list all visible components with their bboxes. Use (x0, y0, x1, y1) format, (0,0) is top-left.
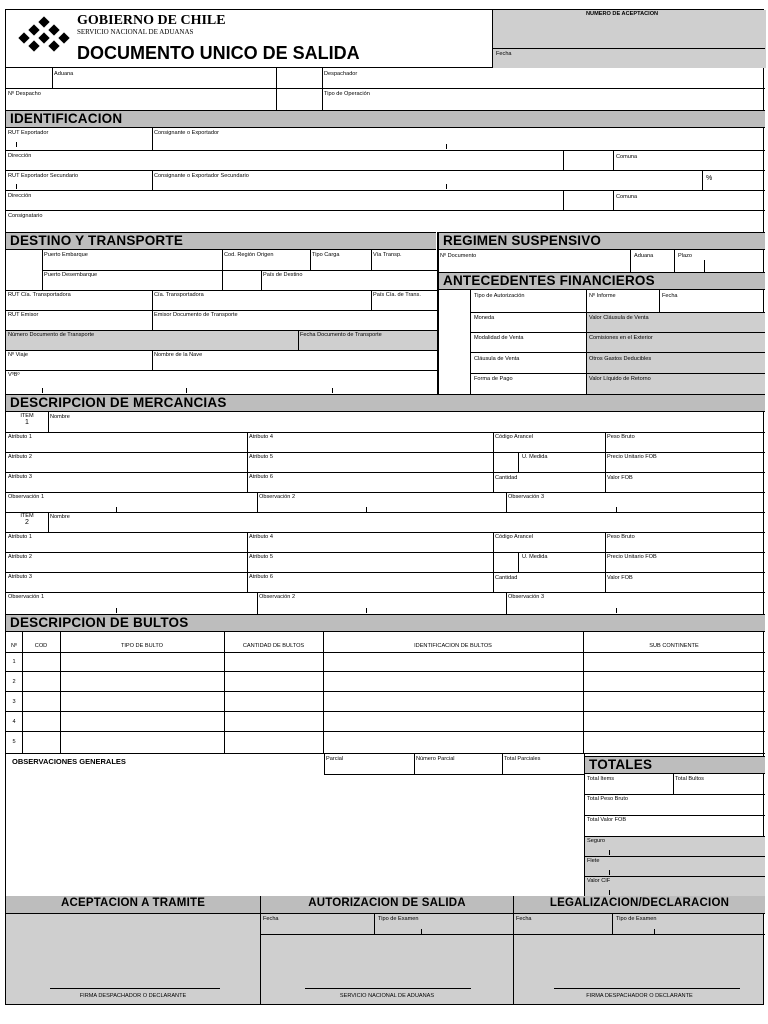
valor-cif-label: Valor CIF (587, 878, 611, 884)
mercancias-header: DESCRIPCION DE MERCANCIAS (6, 394, 765, 412)
financieros-header: ANTECEDENTES FINANCIEROS (439, 272, 765, 290)
header-section (6, 10, 765, 68)
seguro-label: Seguro (587, 838, 606, 844)
col-sub-continente: SUB CONTINENTE (649, 643, 699, 649)
destino-fields[interactable] (6, 250, 437, 394)
peso-bruto-label: Peso Bruto (607, 434, 635, 440)
col-cod: COD (34, 643, 48, 649)
regimen-fields[interactable] (438, 250, 765, 272)
puerto-desembarque-label: Puerto Desembarque (44, 272, 98, 278)
bulto-row-number: 5 (12, 739, 16, 745)
item-number: 1 (25, 419, 29, 426)
total-peso-label: Total Peso Bruto (587, 796, 629, 802)
regimen-plazo-label: Plazo (678, 253, 692, 259)
rut-exportador-label: RUT Exportador (8, 130, 49, 136)
numero-aceptacion-box[interactable] (492, 10, 766, 68)
atributo4-label: Atributo 4 (249, 534, 273, 540)
n-informe-label: Nº Informe (589, 293, 616, 299)
numero-aceptacion-label: NUMERO DE ACEPTACION (586, 11, 659, 17)
fecha-label: Fecha (496, 51, 512, 57)
parcial-label: Parcial (326, 756, 344, 762)
logo-line2: SERVICIO NACIONAL DE ADUANAS (77, 28, 194, 36)
consignante-label: Consignante o Exportador (154, 130, 219, 136)
observaciones-title: OBSERVACIONES GENERALES (12, 757, 126, 766)
col-cantidad: CANTIDAD DE BULTOS (242, 643, 305, 649)
atributo3-label: Atributo 3 (8, 574, 32, 580)
rut-secundario-label: RUT Exportador Secundario (8, 173, 79, 179)
numero-parcial-label: Número Parcial (416, 756, 455, 762)
firma-despachador-label: FIRMA DESPACHADOR O DECLARANTE (79, 993, 187, 999)
document-title: DOCUMENTO UNICO DE SALIDA (77, 43, 360, 63)
cod-region-label: Cod. Región Origen (224, 252, 274, 258)
bulto-row-number: 3 (12, 699, 16, 705)
identificacion-header: IDENTIFICACION (6, 110, 765, 128)
tipo-autorizacion-label: Tipo de Autorización (474, 293, 525, 299)
observaciones-box[interactable] (6, 754, 584, 896)
peso-bruto-label: Peso Bruto (607, 534, 635, 540)
valor-clausula-label: Valor Cláusula de Venta (589, 315, 649, 321)
legalizacion-fecha-label: Fecha (516, 916, 532, 922)
nombre-label: Nombre (50, 514, 70, 520)
total-parciales-label: Total Parciales (504, 756, 541, 762)
numero-doc-label: Número Documento de Transporte (8, 332, 95, 338)
emisor-doc-label: Emisor Documento de Transporte (154, 312, 238, 318)
aceptacion-header: ACEPTACION A TRAMITE (6, 896, 260, 914)
gobierno-logo (16, 16, 74, 54)
autorizacion-fecha-label: Fecha (263, 916, 279, 922)
precio-unitario-label: Precio Unitario FOB (607, 554, 657, 560)
percent-label: % (706, 175, 713, 182)
regimen-aduana-label: Aduana (634, 253, 654, 259)
flete-label: Flete (587, 858, 600, 864)
atributo3-label: Atributo 3 (8, 474, 32, 480)
valor-liquido-label: Valor Líquido de Retorno (589, 376, 651, 382)
autorizacion-tipo-examen-label: Tipo de Examen (378, 916, 419, 922)
tipo-carga-label: Tipo Carga (312, 252, 340, 258)
moneda-label: Moneda (474, 315, 495, 321)
forma-pago-label: Forma de Pago (474, 376, 513, 382)
via-transp-label: Vía Transp. (373, 252, 402, 258)
puerto-embarque-label: Puerto Embarque (44, 252, 88, 258)
rut-emisor-label: RUT Emisor (8, 312, 39, 318)
fecha-doc-label: Fecha Documento de Transporte (300, 332, 382, 338)
destino-header: DESTINO Y TRANSPORTE (6, 232, 436, 250)
aduana-label: Aduana (54, 71, 74, 77)
bulto-row[interactable] (6, 712, 765, 732)
regimen-header: REGIMEN SUSPENSIVO (439, 232, 765, 250)
legalizacion-tipo-examen-label: Tipo de Examen (616, 916, 657, 922)
col-n: Nº (10, 643, 18, 649)
atributo5-label: Atributo 5 (249, 554, 273, 560)
regimen-n-documento-label: Nº Documento (440, 253, 477, 259)
total-fob-label: Total Valor FOB (587, 817, 627, 823)
col-identificacion: IDENTIFICACION DE BULTOS (414, 643, 492, 649)
comuna-label: Comuna (616, 154, 638, 160)
modalidad-label: Modalidad de Venta (474, 335, 524, 341)
consignatario-label: Consignatario (8, 213, 43, 219)
observacion3-label: Observación 3 (508, 494, 545, 500)
observacion2-label: Observación 2 (259, 594, 296, 600)
firma-declarante-label: FIRMA DESPACHADOR O DECLARANTE (586, 993, 693, 999)
atributo6-label: Atributo 6 (249, 474, 273, 480)
bultos-table (6, 632, 765, 753)
bulto-row-number: 4 (12, 719, 16, 725)
clausula-label: Cláusula de Venta (474, 356, 520, 362)
autorizacion-box[interactable] (261, 914, 513, 1004)
col-tipo-bulto: TIPO DE BULTO (120, 643, 164, 649)
bultos-header: DESCRIPCION DE BULTOS (6, 614, 765, 632)
bulto-row[interactable] (6, 672, 765, 692)
valor-fob-label: Valor FOB (607, 475, 633, 481)
bulto-row-number: 2 (12, 679, 16, 685)
atributo4-label: Atributo 4 (249, 434, 273, 440)
tipo-operacion-label: Tipo de Operación (324, 91, 370, 97)
atributo6-label: Atributo 6 (249, 574, 273, 580)
observacion1-label: Observación 1 (8, 494, 45, 500)
valor-fob-label: Valor FOB (607, 575, 633, 581)
u-medida-label: U. Medida (522, 454, 548, 460)
direccion-label: Dirección (8, 153, 32, 159)
item-label: ITEM (20, 513, 34, 519)
consignante-secundario-label: Consignante o Exportador Secundario (154, 173, 249, 179)
identificacion-fields[interactable] (6, 128, 765, 232)
direccion2-label: Dirección (8, 193, 32, 199)
item-number: 2 (25, 519, 29, 526)
n-despacho-label: Nº Despacho (8, 91, 41, 97)
codigo-arancel-label: Código Arancel (495, 434, 533, 440)
atributo1-label: Atributo 1 (8, 534, 32, 540)
legalizacion-box[interactable] (514, 914, 765, 1004)
atributo5-label: Atributo 5 (249, 454, 273, 460)
comuna2-label: Comuna (616, 194, 638, 200)
total-items-label: Total Items (587, 776, 615, 782)
n-viaje-label: Nº Viaje (8, 352, 28, 358)
totales-header: TOTALES (585, 756, 765, 774)
atributo1-label: Atributo 1 (8, 434, 32, 440)
nombre-label: Nombre (50, 414, 70, 420)
item-label: ITEM (20, 413, 34, 419)
total-bultos-label: Total Bultos (675, 776, 704, 782)
precio-unitario-label: Precio Unitario FOB (607, 454, 657, 460)
aceptacion-signature-box[interactable] (6, 914, 260, 1004)
nombre-nave-label: Nombre de la Nave (154, 352, 203, 358)
legalizacion-header: LEGALIZACION/DECLARACION (514, 896, 765, 914)
otros-gastos-label: Otros Gastos Deducibles (589, 356, 652, 362)
pais-cia-label: País Cía. de Trans. (373, 292, 421, 298)
observacion1-label: Observación 1 (8, 594, 45, 600)
bulto-row[interactable] (6, 692, 765, 712)
top-fields[interactable] (6, 68, 765, 110)
despachador-label: Despachador (324, 71, 358, 77)
autorizacion-header: AUTORIZACION DE SALIDA (261, 896, 513, 914)
pais-destino-label: País de Destino (263, 272, 303, 278)
mercancia-item-1[interactable] (6, 412, 765, 512)
comisiones-label: Comisiones en el Exterior (589, 335, 653, 341)
totales-fields[interactable] (585, 774, 765, 896)
mercancia-item-2[interactable] (6, 512, 765, 614)
observacion3-label: Observación 3 (508, 594, 545, 600)
cia-transportadora-label: Cía. Transportadora (154, 292, 204, 298)
vb-label: VºBº (8, 372, 20, 378)
logo-line1: GOBIERNO DE CHILE (77, 13, 226, 28)
observacion2-label: Observación 2 (259, 494, 296, 500)
cantidad-label: Cantidad (495, 575, 518, 581)
atributo2-label: Atributo 2 (8, 554, 32, 560)
servicio-aduanas-label: SERVICIO NACIONAL DE ADUANAS (339, 993, 435, 999)
dus-form (5, 9, 764, 1005)
bulto-row[interactable] (6, 732, 765, 753)
atributo2-label: Atributo 2 (8, 454, 32, 460)
rut-cia-label: RUT Cía. Transportadora (8, 292, 71, 298)
cantidad-label: Cantidad (495, 475, 518, 481)
codigo-arancel-label: Código Arancel (495, 534, 533, 540)
fin-fecha-label: Fecha (662, 293, 678, 299)
bulto-row-number: 1 (12, 659, 16, 665)
u-medida-label: U. Medida (522, 554, 548, 560)
bulto-row[interactable] (6, 652, 765, 672)
financieros-fields[interactable] (438, 290, 765, 394)
